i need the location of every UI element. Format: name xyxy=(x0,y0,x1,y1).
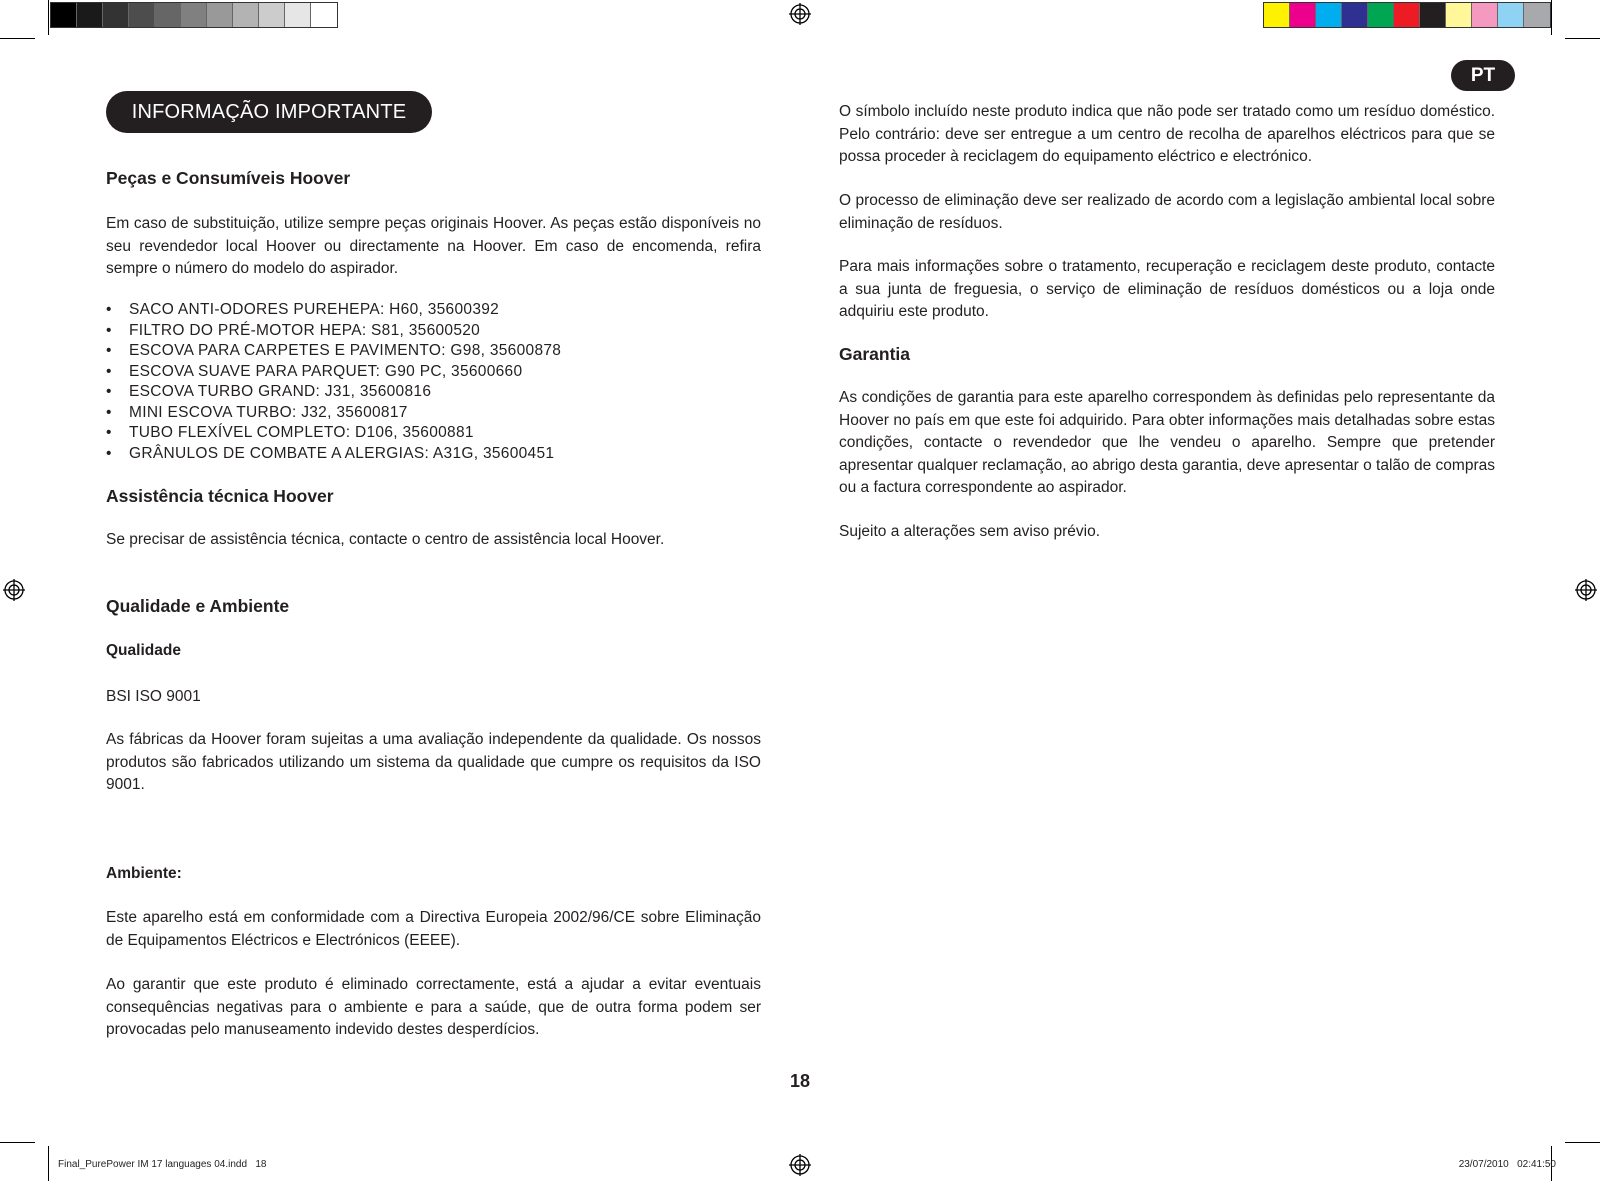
warranty-heading: Garantia xyxy=(839,344,910,364)
crop-mark xyxy=(0,38,35,39)
crop-mark xyxy=(1565,1142,1600,1143)
environment-text-1: Este aparelho está em conformidade com a Directiva Europeia 2002/96/CE sobre Eliminação de Equipamentos Eléctricos e Electrónicos (EEEE). xyxy=(106,909,761,949)
parts-list-label: ESCOVA TURBO GRAND: J31, 35600816 xyxy=(129,383,432,400)
color-swatch xyxy=(1316,3,1342,27)
gray-color-bar xyxy=(50,2,338,28)
parts-list-label: ESCOVA SUAVE PARA PARQUET: G90 PC, 35600660 xyxy=(129,362,523,380)
color-swatch xyxy=(1446,3,1472,27)
parts-list-item xyxy=(106,382,561,403)
parts-list-item xyxy=(106,321,561,342)
crop-mark xyxy=(0,1142,35,1143)
color-swatch xyxy=(233,3,259,27)
crop-mark xyxy=(1565,38,1600,39)
color-swatch xyxy=(51,3,77,27)
parts-list-item xyxy=(106,423,561,444)
crop-mark xyxy=(48,1146,49,1181)
parts-text: Em caso de substituição, utilize sempre peças originais Hoover. As peças estão disponíveis no seu revendedor local Hoover ou directamente na Hoover. Em caso de encomenda, refira sempre o número do modelo do aspirador. xyxy=(106,215,761,277)
color-swatch xyxy=(129,3,155,27)
parts-list-item xyxy=(106,444,561,465)
registration-mark-icon xyxy=(1575,579,1597,601)
slug-date: 23/07/2010 02:41:50 xyxy=(1458,1159,1556,1170)
color-swatch xyxy=(1342,3,1368,27)
color-swatch xyxy=(311,3,337,27)
color-swatch xyxy=(1368,3,1394,27)
parts-list-item xyxy=(106,300,561,321)
color-swatch xyxy=(77,3,103,27)
bullet-icon: • xyxy=(106,301,112,318)
service-text: Se precisar de assistência técnica, contacte o centro de assistência local Hoover. xyxy=(106,531,665,548)
color-swatch xyxy=(1420,3,1446,27)
process-color-bar xyxy=(1263,2,1551,28)
parts-list-item xyxy=(106,362,561,383)
bullet-icon: • xyxy=(106,403,112,421)
bullet-icon: • xyxy=(106,424,112,441)
crop-mark xyxy=(48,0,49,35)
environment-text-2: Ao garantir que este produto é eliminado correctamente, está a ajudar a evitar eventuais consequências negativas para o ambiente e para a saúde, que de outra forma podem ser provocadas pelo manuseamento indevido destes desperdícios. xyxy=(106,976,761,1038)
parts-list-label: ESCOVA PARA CARPETES E PAVIMENTO: G98, 35600878 xyxy=(129,342,562,359)
parts-list-label: SACO ANTI-ODORES PUREHEPA: H60, 35600392 xyxy=(129,301,500,318)
parts-list-item xyxy=(106,403,561,424)
page-number: 18 xyxy=(789,1071,811,1091)
registration-mark-icon xyxy=(789,3,811,25)
bullet-icon: • xyxy=(106,383,112,400)
color-swatch xyxy=(181,3,207,27)
color-swatch xyxy=(1394,3,1420,27)
disposal-text: O processo de eliminação deve ser realizado de acordo com a legislação ambiental local sobre eliminação de resíduos. xyxy=(839,192,1495,232)
parts-list-label: TUBO FLEXÍVEL COMPLETO: D106, 35600881 xyxy=(129,424,474,441)
bullet-icon: • xyxy=(106,321,112,339)
color-swatch xyxy=(1290,3,1316,27)
color-swatch xyxy=(207,3,233,27)
color-swatch xyxy=(1264,3,1290,27)
page-title: INFORMAÇÃO IMPORTANTE xyxy=(106,91,432,133)
quality-heading: Qualidade xyxy=(106,642,181,659)
parts-heading: Peças e Consumíveis Hoover xyxy=(106,168,351,188)
language-badge: PT xyxy=(1451,60,1515,91)
slug-file: Final_PurePower IM 17 languages 04.indd 18 xyxy=(58,1159,267,1170)
crop-mark xyxy=(1551,0,1552,35)
service-heading: Assistência técnica Hoover xyxy=(106,486,334,506)
info-text: Para mais informações sobre o tratamento, recuperação e reciclagem deste produto, contacte a sua junta de freguesia, o serviço de eliminação de resíduos domésticos ou a loja onde adquiriu este produto. xyxy=(839,258,1495,320)
parts-list-label: MINI ESCOVA TURBO: J32, 35600817 xyxy=(129,403,408,421)
registration-mark-icon xyxy=(789,1154,811,1176)
quality-text: As fábricas da Hoover foram sujeitas a uma avaliação independente da qualidade. Os nossos produtos são fabricados utilizando um sistema da qualidade que cumpre os requisitos da ISO 9001. xyxy=(106,731,761,793)
parts-list-label: GRÂNULOS DE COMBATE A ALERGIAS: A31G, 35600451 xyxy=(129,444,555,462)
registration-mark-icon xyxy=(3,579,25,601)
color-swatch xyxy=(103,3,129,27)
color-swatch xyxy=(1524,3,1550,27)
color-swatch xyxy=(285,3,311,27)
environment-heading: Ambiente: xyxy=(106,865,182,882)
quality-standard: BSI ISO 9001 xyxy=(106,688,201,705)
warranty-text: As condições de garantia para este aparelho correspondem às definidas pelo representante da Hoover no país em que este foi adquirido. Para obter informações mais detalhadas sobre estas condições, contacte o revendedor que lhe vendeu o aparelho. Sempre que pretender apresentar qualquer reclamação, ao abrigo desta garantia, deve apresentar o talão de compras ou a factura correspondente ao aspirador. xyxy=(839,389,1495,496)
notice-text: Sujeito a alterações sem aviso prévio. xyxy=(839,523,1101,540)
color-swatch xyxy=(1472,3,1498,27)
parts-list-label: FILTRO DO PRÉ-MOTOR HEPA: S81, 35600520 xyxy=(129,321,481,339)
bullet-icon: • xyxy=(106,362,112,380)
color-swatch xyxy=(259,3,285,27)
parts-list-item xyxy=(106,341,561,362)
parts-list xyxy=(106,300,561,464)
bullet-icon: • xyxy=(106,444,112,462)
bullet-icon: • xyxy=(106,342,112,359)
symbol-text: O símbolo incluído neste produto indica que não pode ser tratado como um resíduo doméstico. Pelo contrário: deve ser entregue a um centro de recolha de aparelhos eléctricos para que se possa proceder à reciclagem do equipamento eléctrico e electrónico. xyxy=(839,103,1495,165)
quality-environment-heading: Qualidade e Ambiente xyxy=(106,596,290,616)
color-swatch xyxy=(155,3,181,27)
color-swatch xyxy=(1498,3,1524,27)
